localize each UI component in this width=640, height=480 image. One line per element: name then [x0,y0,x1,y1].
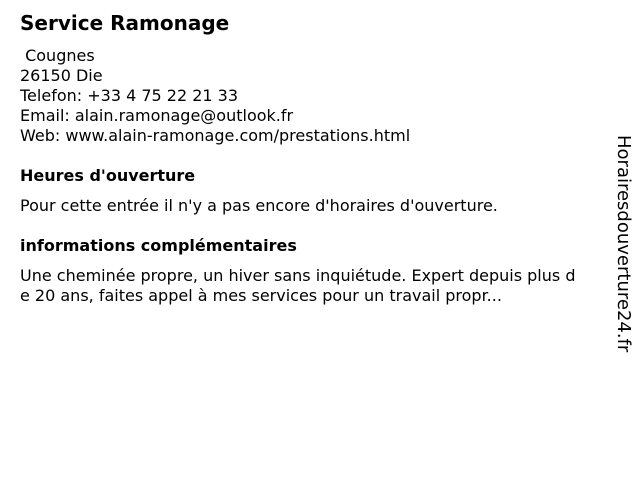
business-name: Service Ramonage [20,11,230,35]
opening-hours-heading: Heures d'ouverture [20,166,196,185]
address-postal-city: 26150 Die [20,66,103,85]
site-watermark: Horairesdouverture24.fr [613,135,634,353]
email-line: Email: alain.ramonage@outlook.fr [20,106,294,125]
business-card [20,10,600,306]
opening-hours-text: Pour cette entrée il n'y a pas encore d'horaires d'ouverture. [20,196,498,215]
additional-info-heading: informations complémentaires [20,236,297,255]
web-line: Web: www.alain-ramonage.com/prestations.html [20,126,411,145]
additional-info-text: Une cheminée propre, un hiver sans inquiétude. Expert depuis plus de 20 ans, faites appel à mes services pour un travail propr... [20,266,576,305]
address-locality: Cougnes [20,46,95,65]
phone-line: Telefon: +33 4 75 22 21 33 [20,86,239,105]
